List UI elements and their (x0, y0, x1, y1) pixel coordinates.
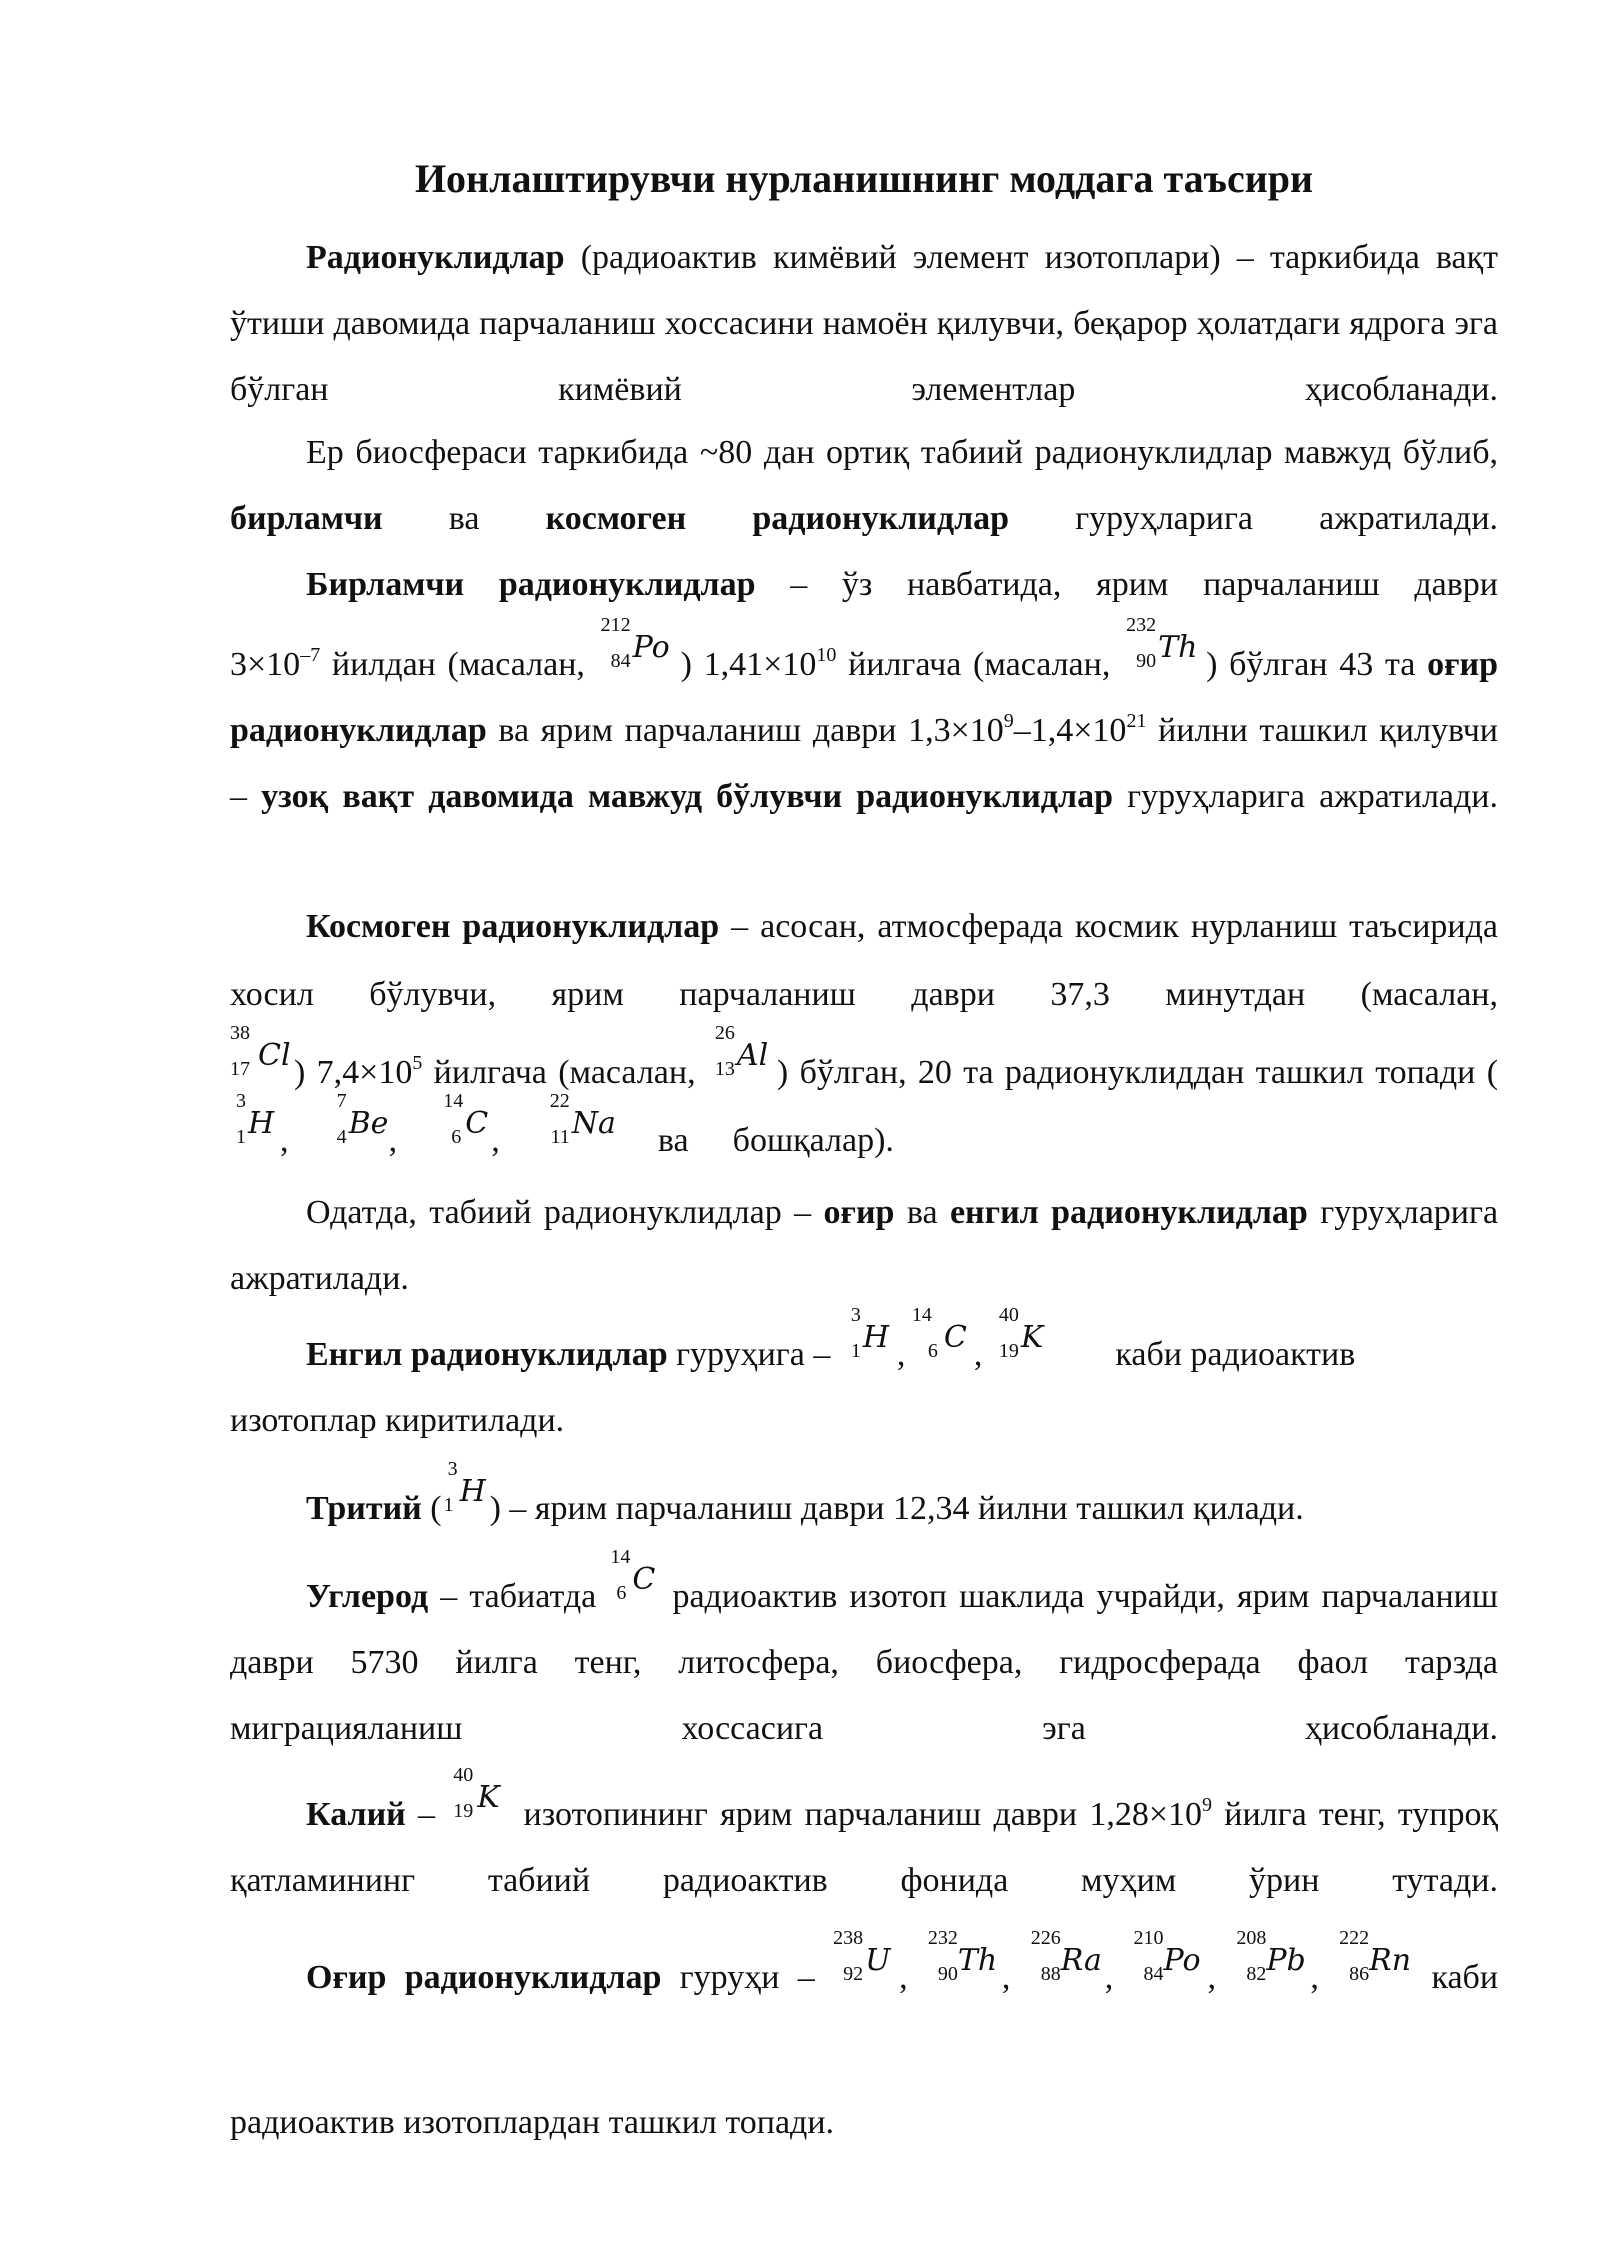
isotope-po-210: 210 84 Po (1133, 1927, 1201, 1985)
paragraph-primary-radionuclides: Бирламчи радионуклидлар – ўз навбатида, ярим парчаланиш даври $3\times 10^{-7}$ йилдан (масалан, 212 84 Po ) $1,41\times 10^{10}$ йилгача (масалан, 232 90 Th ) бўлган 43 та оғир радионуклидлар ва ярим парчаланиш даври $1,3\times 10^9-1,4\times 10^{21}$ йилни ташкил қилувчи – узоқ вақт давомида мавжуд бўлувчи радионуклидлар гуруҳларига ажратилади. (230, 566, 1499, 815)
isotope-th-232: 232 90 Th (1126, 614, 1198, 672)
isotope-k-40: 40 19 K (453, 1764, 500, 1822)
paragraph-biosphere: Ер биосфераси таркибида ~80 дан ортиқ табиий радионуклидлар мавжуд бўлиб, бирламчи ва космоген радионуклидлар гуруҳларига ажратилади. (230, 434, 1499, 537)
isotope-c-14: 14 6 C (911, 1304, 967, 1362)
isotope-al-26: 26 13 Al (714, 1022, 769, 1080)
paragraph-radionuclides: Радионуклидлар (радиоактив кимёвий элемент изотоплари) – таркибида вақт ўтиши давомида парчаланиш хоссасини намоён қилувчи, беқарор ҳолатдаги ядрога эга бўлган кимёвий элементлар ҳисобланади. (230, 239, 1499, 408)
paragraph-carbon: Углерод – табиатда 14 6 C радиоактив изотоп шаклида учрайди, ярим парчаланиш даври 5730 йилга тенг, литосфера, биосфера, гидросферада фаол тарзда миграцияланиш хоссасига эга ҳисобланади. (230, 1546, 1499, 1747)
isotope-pb-208: 208 82 Pb (1236, 1927, 1306, 1985)
paragraph-potassium: Калий – 40 19 K изотопининг ярим парчаланиш даври $1,28\times 10^9$ йилга тенг, тупроқ қатламининг табиий радиоактив фонида муҳим ўрин тутади. (230, 1764, 1499, 1899)
isotope-po-212: 212 84 Po (600, 614, 670, 672)
paragraph-light-radionuclides: Енгил радионуклидлар гуруҳига – 3 1 H , 14 6 C , 40 19 K каби радиоактив изотоплар киритилади. (230, 1304, 1356, 1439)
isotope-ra-226: 226 88 Ra (1030, 1927, 1102, 1985)
isotope-u-238: 238 92 U (833, 1927, 891, 1985)
isotope-c-14: 14 6 C (610, 1546, 656, 1604)
paragraph-tritium: Тритий ( 3 1 H ) – ярим парчаланиш даври 12,34 йилни ташкил қилади. (306, 1458, 1304, 1527)
paragraph-heavy-radionuclides-end: радиоактив изотоплардан ташкил топади. (230, 2104, 835, 2141)
isotope-be-7: 7 4 Be (336, 1090, 389, 1148)
isotope-th-232: 232 90 Th (927, 1927, 998, 1985)
isotope-rn-222: 222 86 Rn (1339, 1927, 1412, 1985)
isotope-c-14: 14 6 C (443, 1090, 489, 1148)
isotope-cl-38: 38 17 Cl (230, 1022, 291, 1080)
paragraph-cosmogenic-radionuclides: Космоген радионуклидлар – асосан, атмосферада космик нурланиш таъсирида хосил бўлувчи, ярим парчаланиш даври 37,3 минутдан (масалан, 38 17 Cl ) $7,4\times 10^5$ йилгача (масалан, 26 13 Al ) бўлган, 20 та радионуклиддан ташкил топади ( 3 1 H , 7 4 Be , 14 6 C , 22 11 Na ва бошқалар). (230, 908, 1499, 1159)
paragraph-natural-groups: Одатда, табиий радионуклидлар – оғир ва енгил радионуклидлар гуруҳларига ажратилади. (230, 1194, 1499, 1297)
page-title: Ионлаштирувчи нурланишнинг моддага таъсири (414, 156, 1314, 201)
isotope-na-22: 22 11 Na (549, 1090, 616, 1148)
isotope-h-3: 3 1 H (850, 1304, 890, 1362)
isotope-h-3: 3 1 H (443, 1458, 486, 1516)
isotope-h-3: 3 1 H (236, 1090, 275, 1148)
term: Радионуклидлар (306, 239, 565, 276)
paragraph-heavy-radionuclides: Оғир радионуклидлар гуруҳи – 238 92 U , 232 90 Th , 226 88 Ra , 210 84 Po , 208 82 Pb , 222 86 Rn каби (306, 1927, 1499, 1996)
isotope-k-40: 40 19 K (998, 1304, 1044, 1362)
